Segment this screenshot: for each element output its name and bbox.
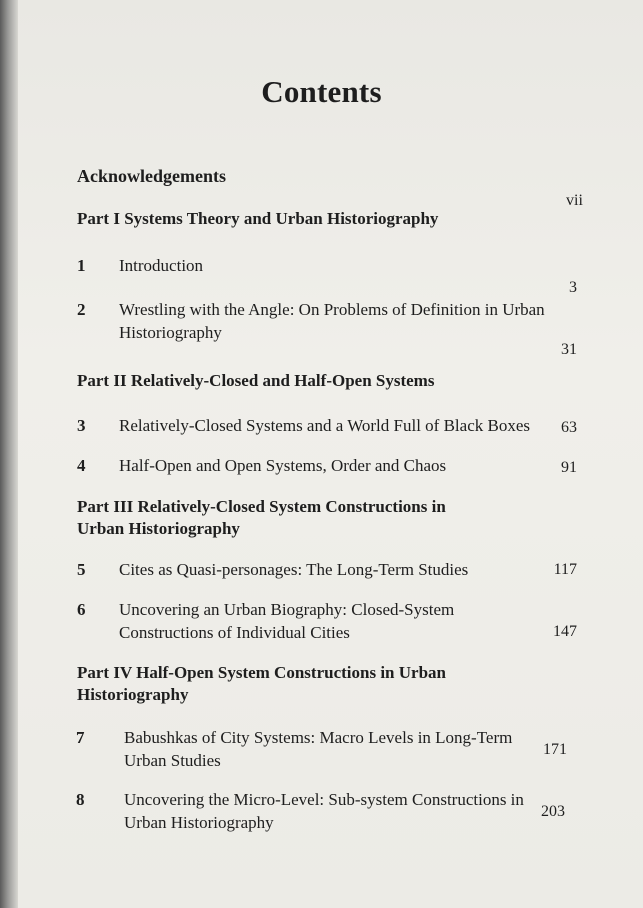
chapter-page-number: 31 [561, 341, 577, 358]
chapter-number: 1 [77, 256, 86, 275]
chapter-title: Uncovering an Urban Biography: Closed-System Constructions of Individual Cities [119, 600, 455, 642]
chapter-title: Babushkas of City Systems: Macro Levels in Long-Term Urban Studies [124, 728, 513, 770]
acknowledgements-label: Acknowledgements [77, 166, 226, 186]
chapter-number: 6 [77, 600, 86, 619]
chapter-number: 7 [76, 728, 85, 747]
chapter-title: Relatively-Closed Systems and a World Full of Black Boxes [119, 416, 530, 435]
chapter-number: 2 [77, 300, 86, 319]
part-4-heading: Part IV Half-Open System Constructions in Urban Historiography [77, 663, 446, 704]
chapter-page-number: 3 [569, 279, 577, 296]
chapter-number: 3 [77, 416, 86, 435]
chapter-page-number: 147 [553, 623, 577, 640]
part-3-heading: Part III Relatively-Closed System Constructions in Urban Historiography [77, 497, 446, 538]
chapter-page-number: 203 [541, 803, 565, 820]
part-1-heading: Part I Systems Theory and Urban Historiography [77, 209, 439, 228]
chapter-title: Introduction [119, 256, 204, 275]
page-title: Contents [261, 74, 382, 109]
chapter-title: Half-Open and Open Systems, Order and Chaos [119, 456, 447, 475]
chapter-page-number: 63 [561, 419, 577, 436]
chapter-title: Wrestling with the Angle: On Problems of Definition in Urban Historiography [119, 300, 545, 342]
part-2-heading: Part II Relatively-Closed and Half-Open Systems [77, 371, 435, 390]
chapter-page-number: 91 [561, 459, 577, 476]
chapter-page-number: 117 [553, 561, 577, 578]
chapter-title: Cites as Quasi-personages: The Long-Term Studies [119, 560, 469, 579]
chapter-number: 4 [77, 456, 86, 475]
chapter-page-number: 171 [543, 741, 567, 758]
chapter-number: 5 [77, 560, 86, 579]
chapter-title: Uncovering the Micro-Level: Sub-system Constructions in Urban Historiography [124, 790, 524, 832]
acknowledgements-page-number: vii [566, 192, 583, 209]
chapter-number: 8 [76, 790, 85, 809]
book-spine-shadow [0, 0, 18, 908]
